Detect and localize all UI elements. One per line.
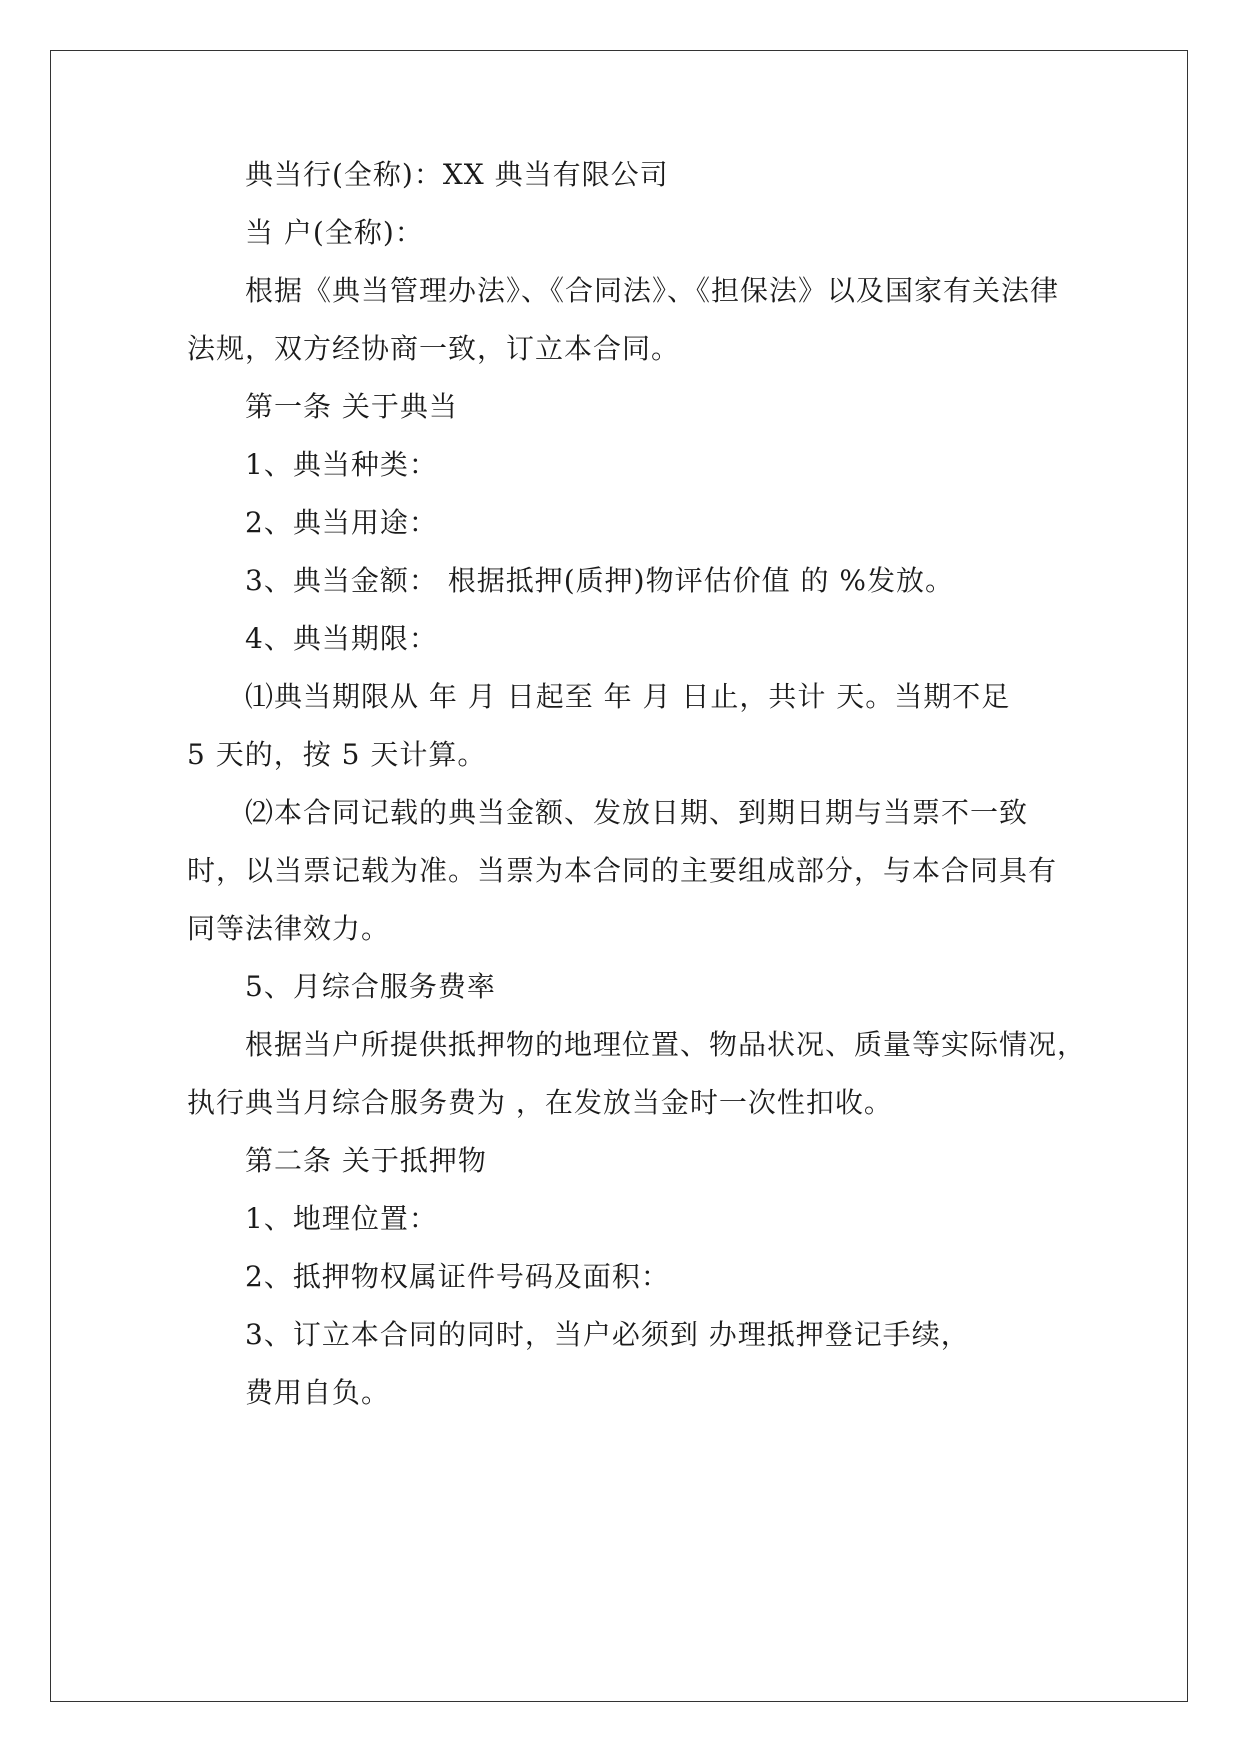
term-clause-1-line-2: 5 天的，按 5 天计算。 bbox=[187, 738, 487, 771]
service-fee-heading: 5、月综合服务费率 bbox=[245, 970, 496, 1003]
preamble-line-2: 法规，双方经协商一致，订立本合同。 bbox=[187, 332, 681, 365]
service-fee-line-1: 根据当户所提供抵押物的地理位置、物品状况、质量等实际情况， bbox=[245, 1028, 1087, 1061]
pawn-purpose-line: 2、典当用途： bbox=[245, 506, 438, 539]
registration-line-2: 费用自负。 bbox=[245, 1376, 391, 1409]
pawnshop-name-line: 典当行(全称)：XX 典当有限公司 bbox=[245, 158, 669, 191]
pawn-type-line: 1、典当种类： bbox=[245, 448, 438, 481]
article-2-heading: 第二条 关于抵押物 bbox=[245, 1144, 487, 1177]
term-clause-2-line-3: 同等法律效力。 bbox=[187, 912, 391, 945]
term-clause-2-line-2: 时，以当票记载为准。当票为本合同的主要组成部分，与本合同具有 bbox=[187, 854, 1058, 887]
registration-line-1: 3、订立本合同的同时，当户必须到 办理抵押登记手续， bbox=[245, 1318, 970, 1351]
term-clause-2-line-1: ⑵本合同记载的典当金额、发放日期、到期日期与当票不一致 bbox=[245, 796, 1029, 829]
preamble-line-1: 根据《典当管理办法》、《合同法》、《担保法》以及国家有关法律 bbox=[245, 274, 1060, 307]
client-name-line: 当 户(全称)： bbox=[245, 216, 424, 249]
certificate-line: 2、抵押物权属证件号码及面积： bbox=[245, 1260, 670, 1293]
service-fee-line-2: 执行典当月综合服务费为 ，在发放当金时一次性扣收。 bbox=[187, 1086, 893, 1119]
location-line: 1、地理位置： bbox=[245, 1202, 438, 1235]
pawn-term-line: 4、典当期限： bbox=[245, 622, 438, 655]
pawn-amount-line: 3、典当金额： 根据抵押(质押)物评估价值 的 %发放。 bbox=[245, 564, 954, 597]
term-clause-1-line-1: ⑴典当期限从 年 月 日起至 年 月 日止，共计 天。当期不足 bbox=[245, 680, 1011, 713]
article-1-heading: 第一条 关于典当 bbox=[245, 390, 458, 423]
